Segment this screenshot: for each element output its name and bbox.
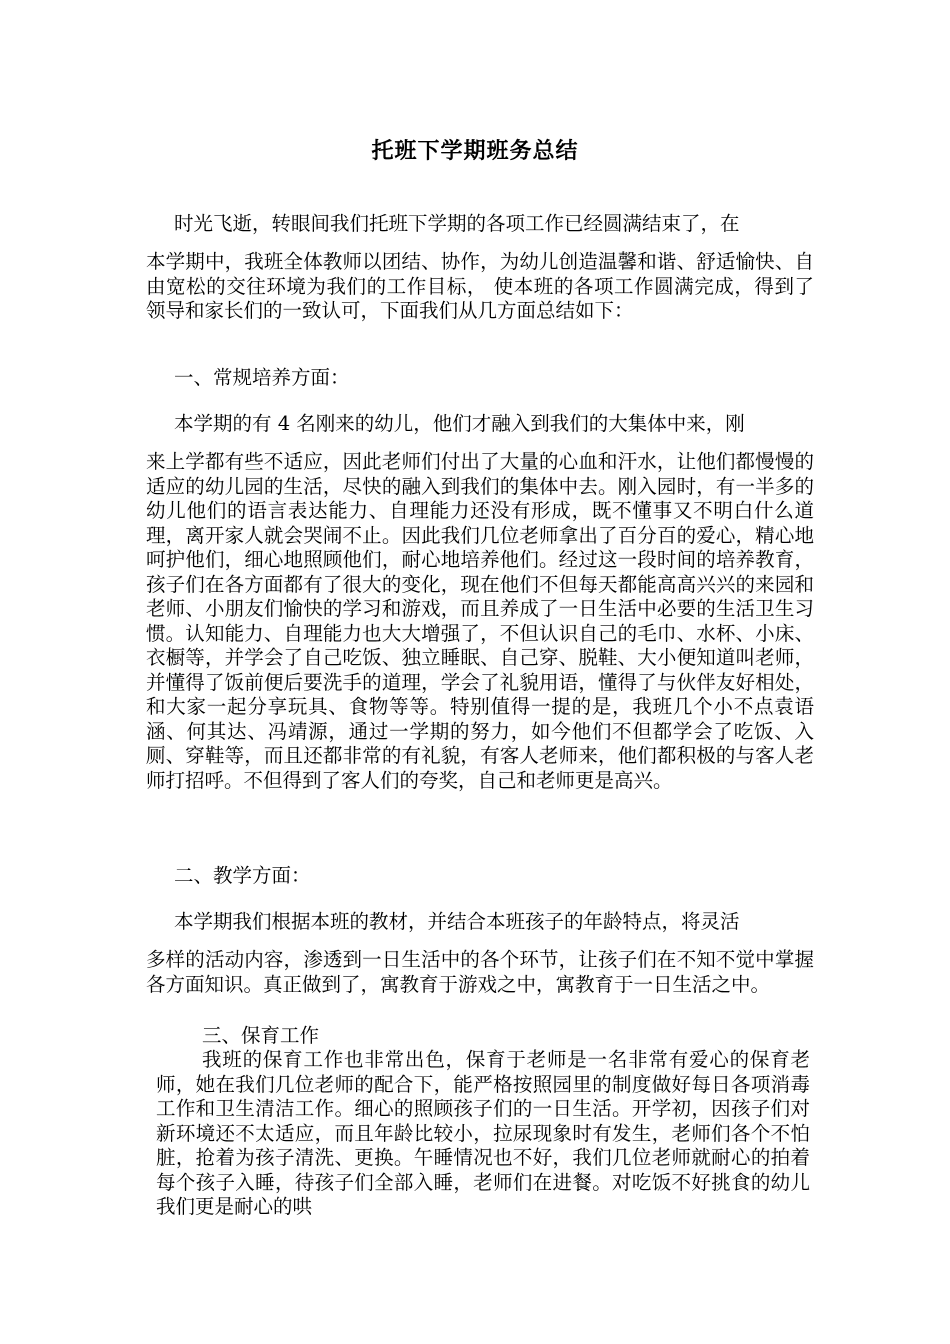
section1-first-line: 本学期的有 4 名刚来的幼儿，他们才融入到我们的大集体中来，刚 xyxy=(174,412,745,435)
document-title: 托班下学期班务总结 xyxy=(371,139,579,164)
section3-heading: 三、保育工作 xyxy=(202,1024,320,1047)
section2-paragraph: 多样的活动内容，渗透到一日生活中的各个环节，让孩子们在不知不觉中掌握各方面知识。真正做到了，寓教育于游戏之中，寓教育于一日生活之中。 xyxy=(146,948,814,996)
section1-heading: 一、常规培养方面： xyxy=(174,366,350,389)
section1-paragraph: 来上学都有些不适应，因此老师们付出了大量的心血和汗水，让他们都慢慢的适应的幼儿园的生活，尽快的融入到我们的集体中去。刚入园时，有一半多的幼儿他们的语言表达能力、自理能力还没有形成，既不懂事又不明白什么道理，离开家人就会哭闹不止。因此我们几位老师拿出了百分百的爱心，精心地呵护他们，细心地照顾他们，耐心地培养他们。经过这一段时间的培养教育，孩子们在各方面都有了很大的变化，现在他们不但每天都能高高兴兴的来园和老师、小朋友们愉快的学习和游戏，而且养成了一日生活中必要的生活卫生习惯。认知能力、自理能力也大大增强了，不但认识自己的毛巾、水杯、小床、衣橱等，并学会了自己吃饭、独立睡眠、自己穿、脱鞋、大小便知道叫老师，并懂得了饭前便后要洗手的道理，学会了礼貌用语，懂得了与伙伴友好相处，和大家一起分享玩具、食物等等。特别值得一提的是，我班几个小不点袁语涵、何其达、冯靖源，通过一学期的努力，如今他们不但都学会了吃饭、入厕、穿鞋等，而且还都非常的有礼貌，有客人老师来，他们都积极的与客人老师打招呼。不但得到了客人们的夸奖，自己和老师更是高兴。 xyxy=(146,450,814,792)
intro-paragraph: 本学期中，我班全体教师以团结、协作，为幼儿创造温馨和谐、舒适愉快、自由宽松的交往环境为我们的工作目标， 使本班的各项工作圆满完成，得到了领导和家长们的一致认可，下面我们从几方面总结如下： xyxy=(146,250,814,322)
section2-first-line: 本学期我们根据本班的教材，并结合本班孩子的年龄特点，将灵活 xyxy=(174,910,740,933)
section2-heading: 二、教学方面： xyxy=(174,864,311,887)
section3-paragraph: 我班的保育工作也非常出色，保育于老师是一名非常有爱心的保育老师，她在我们几位老师的配合下，能严格按照园里的制度做好每日各项消毒工作和卫生清洁工作。细心的照顾孩子们的一日生活。开学初，因孩子们对新环境还不太适应，而且年龄比较小，拉尿现象时有发生，老师们各个不怕脏，抢着为孩子清洗、更换。午睡情况也不好，我们几位老师就耐心的拍着每个孩子入睡，待孩子们全部入睡，老师们在进餐。对吃饭不好挑食的幼儿我们更是耐心的哄 xyxy=(156,1048,810,1218)
intro-first-line: 时光飞逝，转眼间我们托班下学期的各项工作已经圆满结束了，在 xyxy=(174,212,740,235)
